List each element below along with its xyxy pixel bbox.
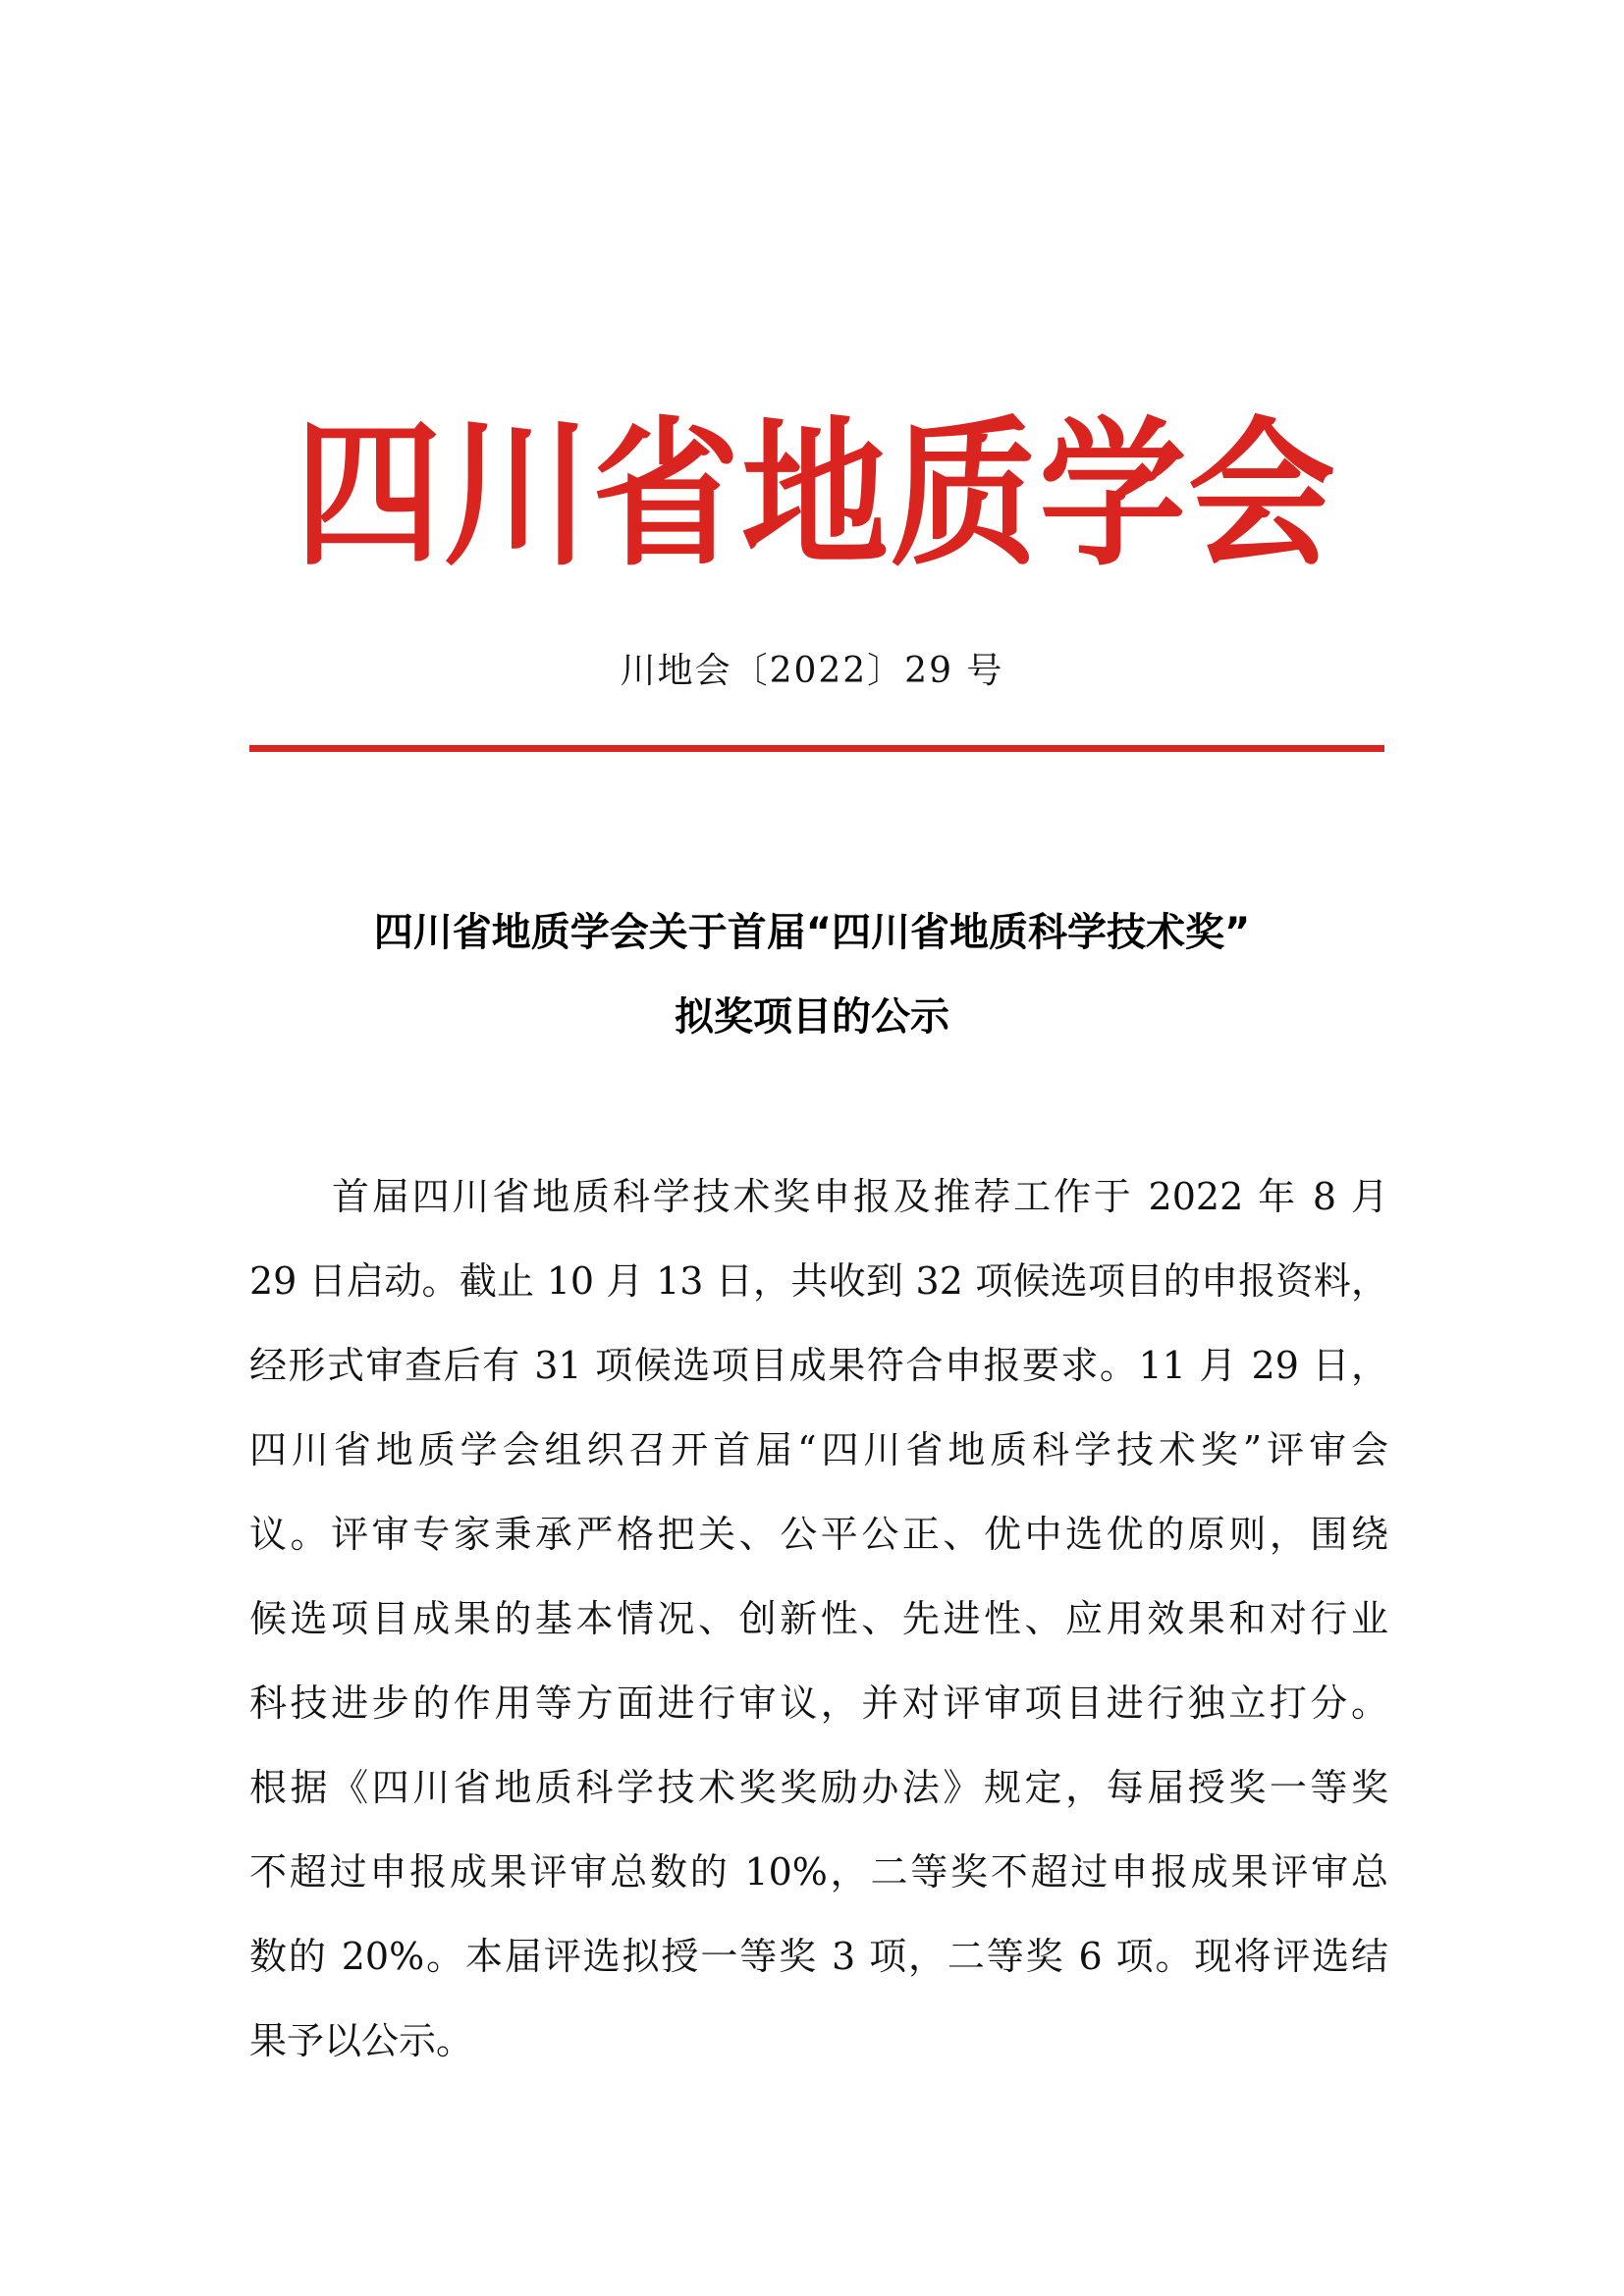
body-line: 不超过申报成果评审总数的 10%，二等奖不超过申报成果评审总 — [249, 1850, 1388, 1894]
body-line: 根据《四川省地质科学技术奖奖励办法》规定，每届授奖一等奖 — [249, 1766, 1388, 1809]
body-paragraph — [249, 1154, 1388, 2083]
body-line: 议。评审专家秉承严格把关、公平公正、优中选优的原则，围绕 — [249, 1513, 1388, 1556]
document-title-line-2: 拟奖项目的公示 — [675, 994, 949, 1040]
red-divider-rule — [249, 745, 1384, 752]
body-line: 四川省地质学会组织召开首届“四川省地质科学技术奖”评审会 — [249, 1428, 1388, 1471]
masthead-char: 学 — [1039, 403, 1187, 588]
masthead-char: 川 — [443, 403, 591, 588]
body-line: 首届四川省地质科学技术奖申报及推荐工作于 2022 年 8 月 — [332, 1175, 1388, 1218]
body-line: 29 日启动。截止 10 月 13 日，共收到 32 项候选项目的申报资料， — [249, 1259, 1388, 1303]
body-line: 果予以公示。 — [249, 2019, 474, 2062]
masthead-organization-name — [295, 403, 1335, 588]
document-number: 川地会〔2022〕29 号 — [620, 651, 1004, 691]
document-title-line-1: 四川省地质学会关于首届“四川省地质科学技术奖” — [373, 910, 1251, 955]
masthead-char: 会 — [1187, 403, 1335, 588]
body-line: 科技进步的作用等方面进行审议，并对评审项目进行独立打分。 — [249, 1682, 1388, 1725]
body-line: 候选项目成果的基本情况、创新性、先进性、应用效果和对行业 — [249, 1597, 1388, 1640]
masthead-char: 四 — [295, 403, 443, 588]
masthead-char: 地 — [740, 403, 889, 588]
masthead-char: 省 — [592, 403, 740, 588]
body-line: 数的 20%。本届评选拟授一等奖 3 项，二等奖 6 项。现将评选结 — [249, 1935, 1388, 1978]
body-line: 经形式审查后有 31 项候选项目成果符合申报要求。11 月 29 日， — [249, 1344, 1388, 1387]
masthead-char: 质 — [890, 403, 1038, 588]
